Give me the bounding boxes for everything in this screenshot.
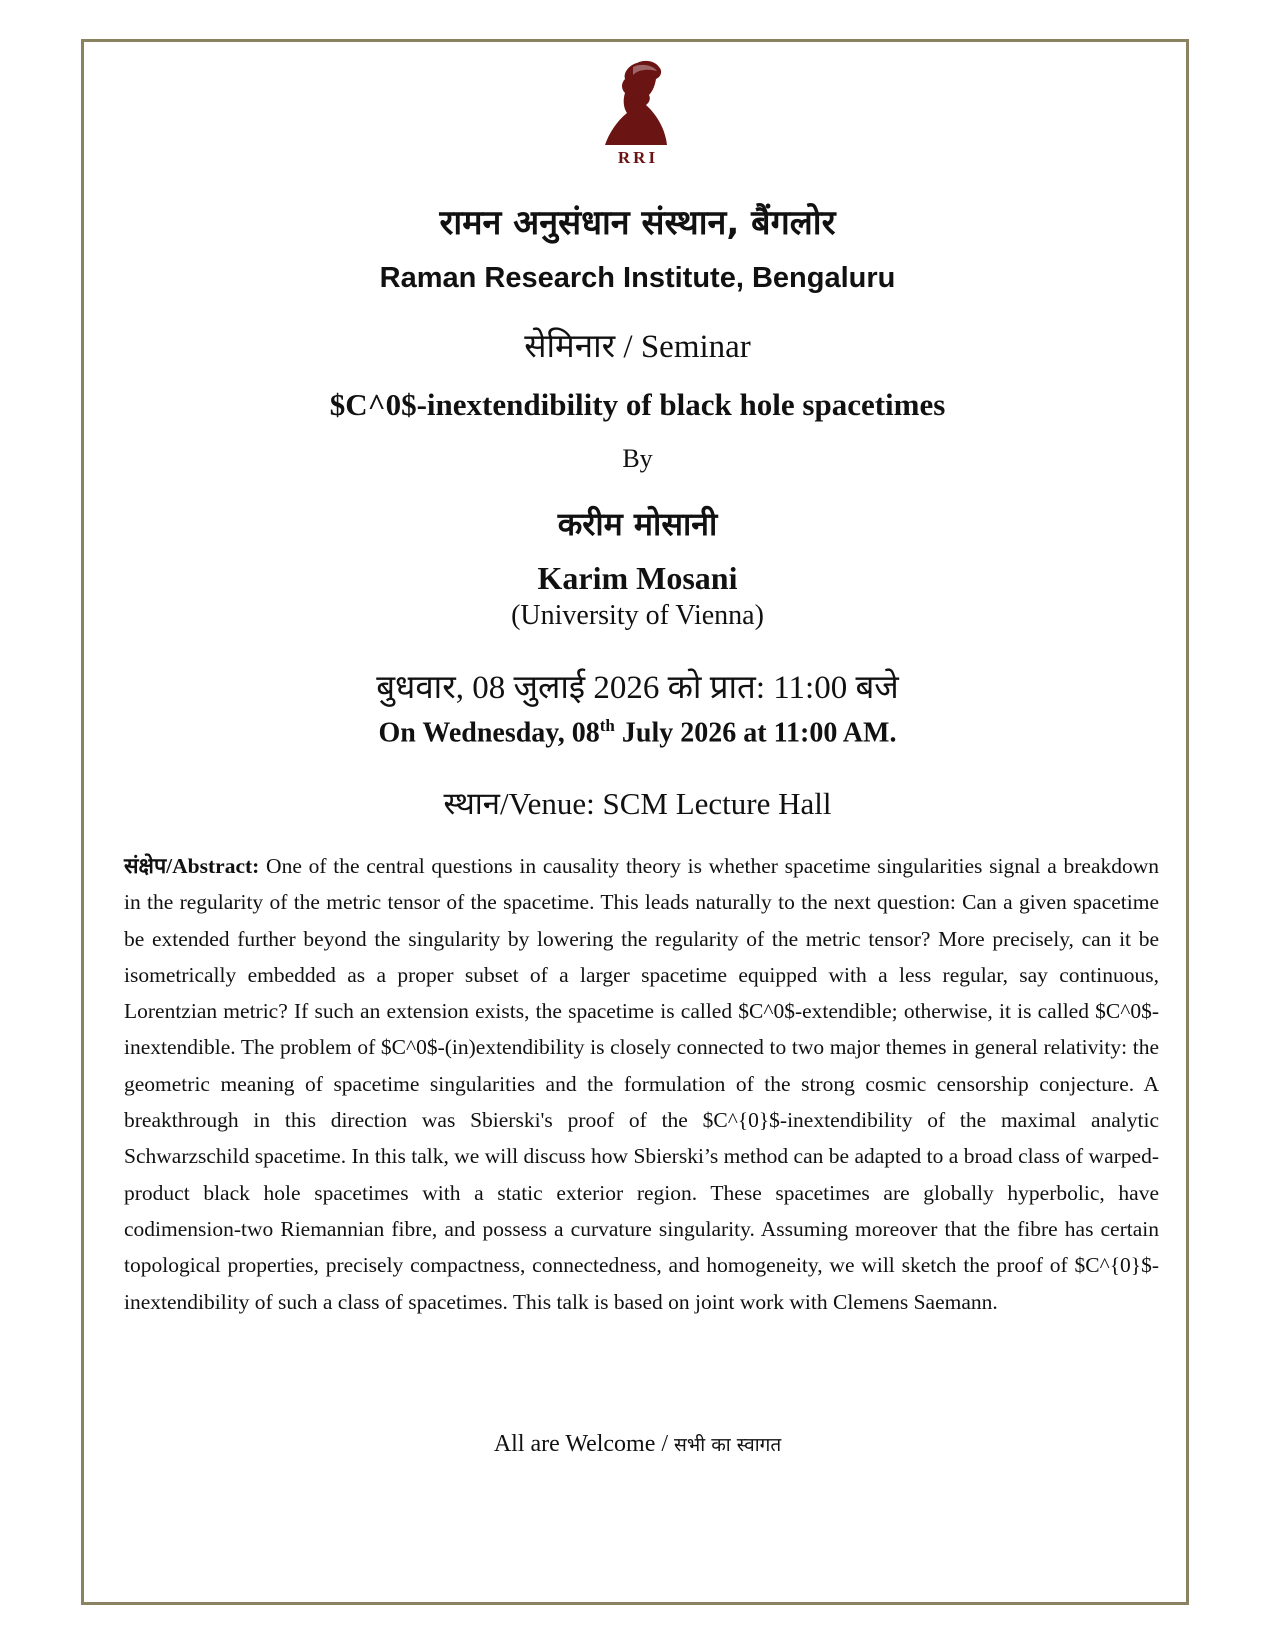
institute-name-hindi: रामन अनुसंधान संस्थान, बैंगलोर bbox=[439, 203, 836, 243]
logo-portrait-silhouette bbox=[605, 61, 667, 145]
logo-text: RRI bbox=[617, 148, 659, 167]
date-ordinal-suffix: th bbox=[599, 716, 615, 735]
date-english-prefix: On Wednesday, 08 bbox=[378, 717, 600, 749]
venue: स्थान/Venue: SCM Lecture Hall bbox=[443, 786, 832, 821]
by-label: By bbox=[622, 444, 653, 473]
abstract-label: संक्षेप/Abstract: bbox=[124, 854, 260, 878]
date-english-suffix: July 2026 at 11:00 AM. bbox=[614, 717, 897, 749]
welcome-hindi: सभी का स्वागत bbox=[674, 1434, 782, 1456]
rri-logo bbox=[593, 55, 683, 170]
institute-name-english: Raman Research Institute, Bengaluru bbox=[379, 262, 896, 294]
event-type: सेमिनार / Seminar bbox=[524, 329, 751, 365]
abstract bbox=[124, 848, 1159, 1320]
speaker-name-english: Karim Mosani bbox=[537, 560, 738, 596]
welcome-note bbox=[0, 1431, 1275, 1458]
welcome-english: All are Welcome / bbox=[493, 1431, 675, 1457]
talk-title: $C^0$-inextendibility of black hole spacetimes bbox=[329, 387, 946, 422]
speaker-name-hindi: करीम मोसानी bbox=[557, 505, 718, 543]
speaker-affiliation: (University of Vienna) bbox=[511, 600, 764, 631]
date-hindi: बुधवार, 08 जुलाई 2026 को प्रात: 11:00 बजे bbox=[376, 670, 899, 706]
abstract-text: One of the central questions in causality theory is whether spacetime singularities signal a breakdown in the regularity of the metric tensor of the spacetime. This leads naturally to the next question: Can a given spacetime be extended further beyond the singularity by lowering the regularity of the metric tensor? More precisely, can it be isometrically embedded as a proper subset of a larger spacetime equipped with a less regular, say continuous, Lorentzian metric? If such an extension exists, the spacetime is called $C^0$-extendible; otherwise, it is called $C^0$-inextendible. The problem of $C^0$-(in)extendibility is closely connected to two major themes in general relativity: the geometric meaning of spacetime singularities and the formulation of the strong cosmic censorship conjecture. A breakthrough in this direction was Sbierski's proof of the $C^{0}$-inextendibility of the maximal analytic Schwarzschild spacetime. In this talk, we will discuss how Sbierski’s method can be adapted to a broad class of warped-product black hole spacetimes with a static exterior region. These spacetimes are globally hyperbolic, have codimension-two Riemannian fibre, and possess a curvature singularity. Assuming moreover that the fibre has certain topological properties, precisely compactness, connectedness, and homogeneity, we will sketch the proof of $C^{0}$-inextendibility of such a class of spacetimes. This talk is based on joint work with Clemens Saemann. bbox=[124, 854, 1160, 1314]
date-english bbox=[0, 716, 1275, 749]
